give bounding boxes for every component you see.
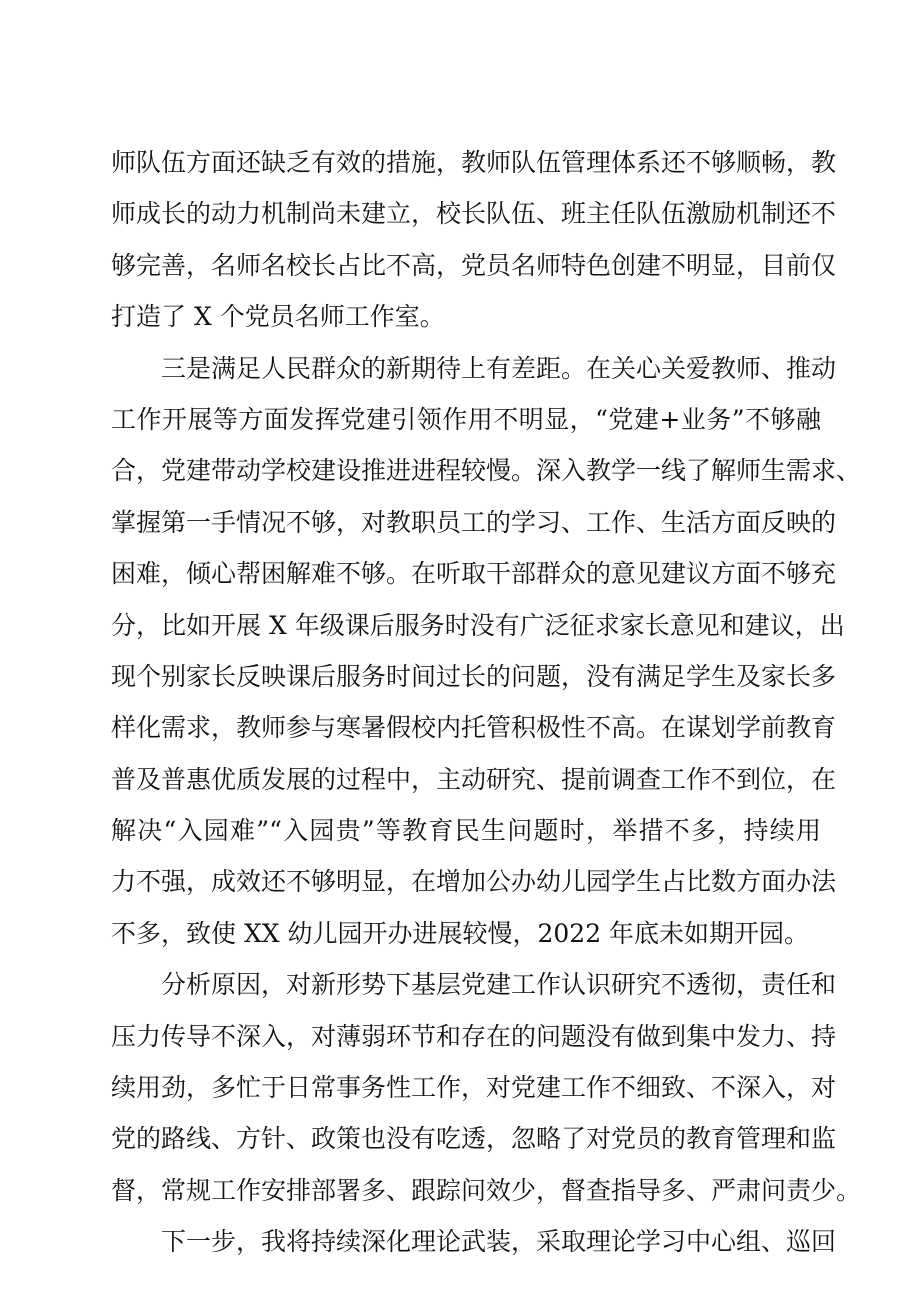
paragraph-teacher-team	[111, 137, 837, 343]
text-line: 党的路线、方针、政策也没有吃透，忽略了对党员的教育管理和监	[111, 1124, 837, 1154]
text-line: 现个别家长反映课后服务时间过长的问题，没有满足学生及家长多	[111, 661, 837, 691]
text-line: 合，党建带动学校建设推进进程较慢。深入教学一线了解师生需求、	[111, 456, 862, 486]
text-line: 下一步，我将持续深化理论武装，采取理论学习中心组、巡回	[161, 1227, 837, 1257]
text-line: 解决“入园难”“入园贵”等教育民生问题时，举措不多，持续用	[111, 816, 821, 846]
text-line: 够完善，名师名校长占比不高，党员名师特色创建不明显，目前仅	[111, 250, 837, 280]
text-line: 续用劲，多忙于日常事务性工作，对党建工作不细致、不深入，对	[111, 1073, 837, 1103]
text-line: 掌握第一手情况不够，对教职员工的学习、工作、生活方面反映的	[111, 507, 837, 537]
text-line: 压力传导不深入，对薄弱环节和存在的问题没有做到集中发力、持	[111, 1021, 837, 1051]
text-line: 分析原因，对新形势下基层党建工作认识研究不透彻，责任和	[161, 970, 837, 1000]
paragraph-public-expectations	[111, 343, 862, 960]
text-line: 力不强，成效还不够明显，在增加公办幼儿园学生占比数方面办法	[111, 867, 837, 897]
text-line: 不多，致使 XX 幼儿园开办进展较慢，2022 年底未如期开园。	[111, 918, 810, 948]
document-body	[111, 137, 862, 1268]
text-line: 样化需求，教师参与寒暑假校内托管积极性不高。在谋划学前教育	[111, 713, 837, 743]
text-line: 师成长的动力机制尚未建立，校长队伍、班主任队伍激励机制还不	[111, 199, 837, 229]
text-line: 困难，倾心帮困解难不够。在听取干部群众的意见建议方面不够充	[111, 559, 837, 589]
text-line: 工作开展等方面发挥党建引领作用不明显，“党建+业务”不够融	[111, 404, 821, 434]
text-line: 三是满足人民群众的新期待上有差距。在关心关爱教师、推动	[161, 353, 837, 383]
text-line: 普及普惠优质发展的过程中，主动研究、提前调查工作不到位，在	[111, 764, 837, 794]
text-line: 督，常规工作安排部署多、跟踪问效少，督查指导多、严肃问责少。	[111, 1175, 862, 1205]
text-line: 打造了 X 个党员名师工作室。	[111, 302, 445, 332]
paragraph-next-steps	[111, 1216, 837, 1267]
text-line: 分，比如开展 X 年级课后服务时没有广泛征求家长意见和建议，出	[111, 610, 845, 640]
text-line: 师队伍方面还缺乏有效的措施，教师队伍管理体系还不够顺畅，教	[111, 148, 837, 177]
paragraph-cause-analysis	[111, 959, 862, 1216]
